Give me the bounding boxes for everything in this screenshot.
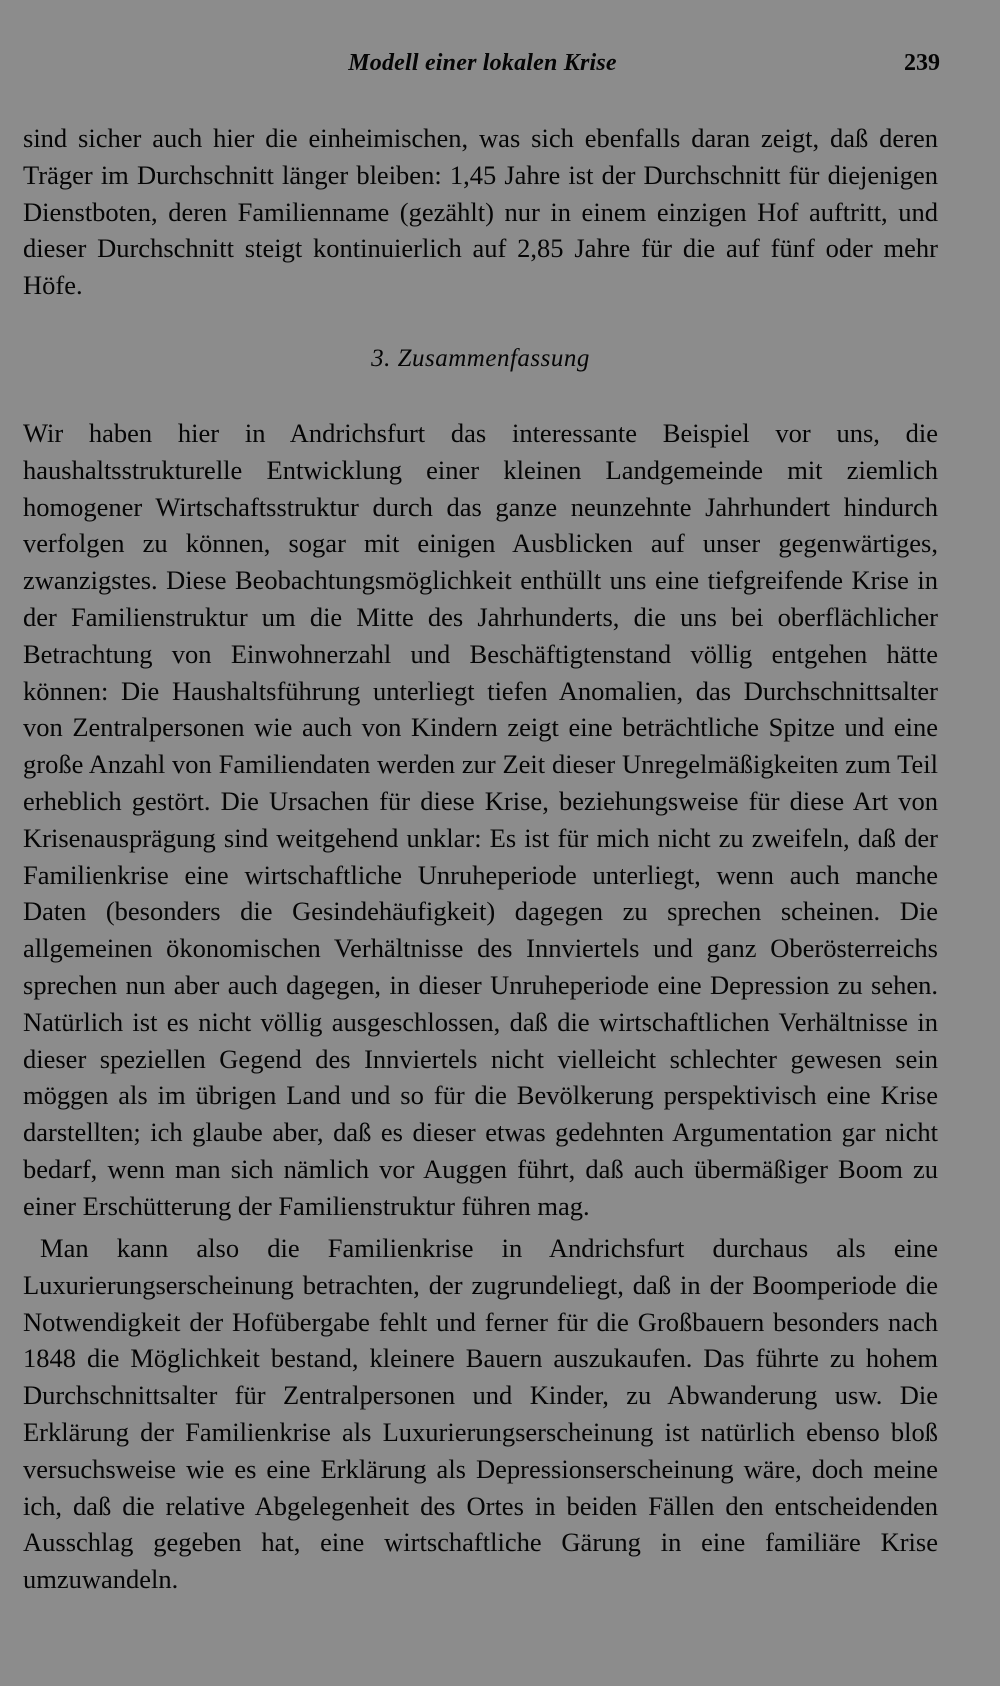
paragraph-2-text: Man kann also die Familienkrise in Andrichsfurt durchaus als eine Luxurierungserscheinung betrachten, der zugrundeliegt, daß in der Boomperiode die Notwendigkeit der Hofübergabe fehlt und ferner für die Großbauern besonders nach 1848 die Möglichkeit bestand, kleinere Bauern auszukaufen. Das führte zu hohem Durchschnittsalter für Zentralpersonen und Kinder, zu Abwanderung usw. Die Erklärung der Familienkrise als Luxurierungserscheinung ist natürlich ebenso bloß versuchsweise wie es eine Erklärung als Depressionserscheinung wäre, doch meine ich, daß die relative Abgelegenheit des Ortes in beiden Fällen den entscheidenden Ausschlag gegeben hat, eine wirtschaftliche Gärung in eine familiäre Krise umzuwandeln. <box>23 1233 938 1595</box>
paragraph-1-text: Wir haben hier in Andrichsfurt das interessante Beispiel vor uns, die haushaltsstrukturelle Entwicklung einer kleinen Landgemeinde mit ziemlich homogener Wirtschaftsstruktur durch das ganze neunzehnte Jahrhundert hindurch verfolgen zu können, sogar mit einigen Ausblicken auf unser gegenwärtiges, zwanzigstes. Diese Beobachtungsmöglichkeit enthüllt uns eine tiefgreifende Krise in der Familienstruktur um die Mitte des Jahrhunderts, die uns bei oberflächlicher Betrachtung von Einwohnerzahl und Beschäftigtenstand völlig entgehen hätte können: Die Haushaltsführung unterliegt tiefen Anomalien, das Durchschnittsalter von Zentralpersonen wie auch von Kindern zeigt eine beträchtliche Spitze und eine große Anzahl von Familiendaten werden zur Zeit dieser Unregelmäßigkeiten zum Teil erheblich gestört. Die Ursachen für diese Krise, beziehungsweise für diese Art von Krisenausprägung sind weitgehend unklar: Es ist für mich nicht zu zweifeln, daß der Familienkrise eine wirtschaftliche Unruheperiode unterliegt, wenn auch manche Daten (besonders die Gesindehäufigkeit) dagegen zu sprechen scheinen. Die allgemeinen ökonomischen Verhältnisse des Innviertels und ganz Oberösterreichs sprechen nun aber auch dagegen, in dieser Unruheperiode eine Depression zu sehen. Natürlich ist es nicht völlig ausgeschlossen, daß die wirtschaftlichen Verhältnisse in dieser speziellen Gegend des Innviertels nicht vielleicht schlechter gewesen sein möggen als im übrigen Land und so für die Bevölkerung perspektivisch eine Krise darstellten; ich glaube aber, daß es dieser etwas gedehnten Argumentation gar nicht bedarf, wenn man sich nämlich vor Auggen führt, daß auch übermäßiger Boom zu einer Erschütterung der Familienstruktur führen mag. <box>23 418 938 1221</box>
paragraph-2 <box>23 1230 938 1598</box>
running-title: Modell einer lokalen Krise <box>348 50 617 76</box>
section-heading: 3. Zusammenfassung <box>371 345 590 372</box>
page-number: 239 <box>904 50 940 76</box>
running-head <box>25 50 940 90</box>
continued-paragraph <box>23 120 938 304</box>
continued-paragraph-text: sind sicher auch hier die einheimischen, was sich ebenfalls daran zeigt, daß deren Träger im Durchschnitt länger bleiben: 1,45 Jahre ist der Durchschnitt für diejenigen Dienstboten, deren Familienname (gezählt) nur in einem einzigen Hof auftritt, und dieser Durchschnitt steigt kontinuierlich auf 2,85 Jahre für die auf fünf oder mehr Höfe. <box>23 123 938 301</box>
paragraph-1 <box>23 415 938 1225</box>
